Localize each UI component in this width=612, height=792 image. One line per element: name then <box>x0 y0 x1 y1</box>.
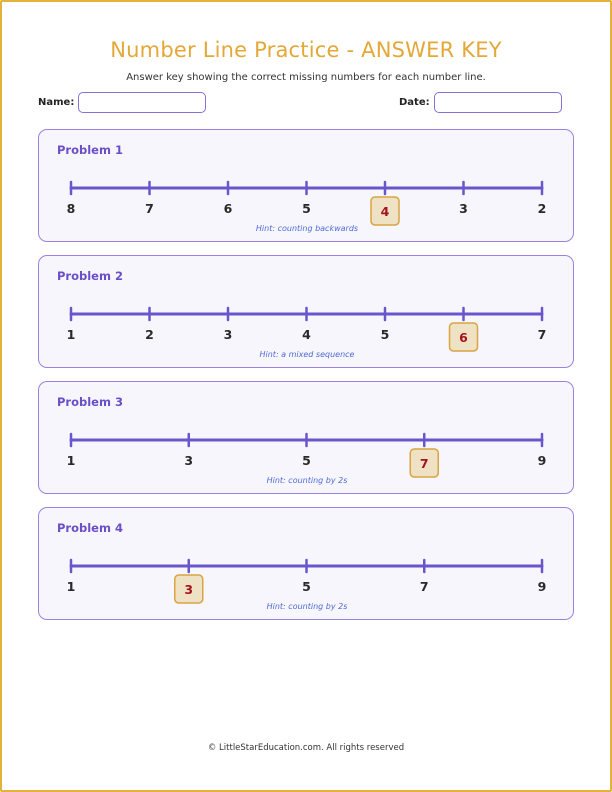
number-label: 3 <box>223 327 233 342</box>
number-label: 1 <box>66 579 76 594</box>
number-label: 9 <box>537 453 547 468</box>
page-title: Number Line Practice - ANSWER KEY <box>110 38 502 62</box>
problem-hint: Hint: counting by 2s <box>266 602 348 611</box>
number-label: 2 <box>145 327 154 342</box>
answer-value: 6 <box>459 330 468 345</box>
number-label: 1 <box>66 327 76 342</box>
date-label: Date: <box>399 97 430 108</box>
problem-title: Problem 2 <box>57 269 123 283</box>
problem-hint: Hint: counting by 2s <box>266 476 348 485</box>
number-label: 3 <box>184 453 194 468</box>
problem-hint: Hint: a mixed sequence <box>259 350 355 359</box>
number-label: 2 <box>537 201 547 216</box>
answer-value: 3 <box>184 582 194 597</box>
number-label: 7 <box>419 579 429 594</box>
problem-title: Problem 1 <box>57 143 123 157</box>
answer-value: 4 <box>380 204 390 219</box>
number-label: 5 <box>380 327 390 342</box>
problem-card <box>38 381 574 494</box>
number-label: 9 <box>537 579 547 594</box>
number-label: 5 <box>302 453 311 468</box>
number-label: 3 <box>459 201 468 216</box>
problem-card <box>38 129 574 242</box>
date-field[interactable] <box>434 92 562 113</box>
number-label: 6 <box>223 201 233 216</box>
name-field[interactable] <box>78 92 206 113</box>
problem-title: Problem 4 <box>57 521 123 535</box>
number-label: 5 <box>302 201 311 216</box>
number-label: 7 <box>145 201 154 216</box>
number-label: 1 <box>66 453 76 468</box>
name-label: Name: <box>38 97 75 108</box>
page-subtitle: Answer key showing the correct missing numbers for each number line. <box>126 72 486 83</box>
footer-copyright: © LittleStarEducation.com. All rights reserved <box>207 743 405 753</box>
problem-hint: Hint: counting backwards <box>255 224 359 233</box>
problem-card <box>38 507 574 620</box>
number-label: 4 <box>302 327 311 342</box>
problem-title: Problem 3 <box>57 395 123 409</box>
number-label: 7 <box>537 327 547 342</box>
answer-value: 7 <box>419 456 429 471</box>
number-label: 5 <box>302 579 311 594</box>
number-label: 8 <box>66 201 76 216</box>
problem-card <box>38 255 574 368</box>
